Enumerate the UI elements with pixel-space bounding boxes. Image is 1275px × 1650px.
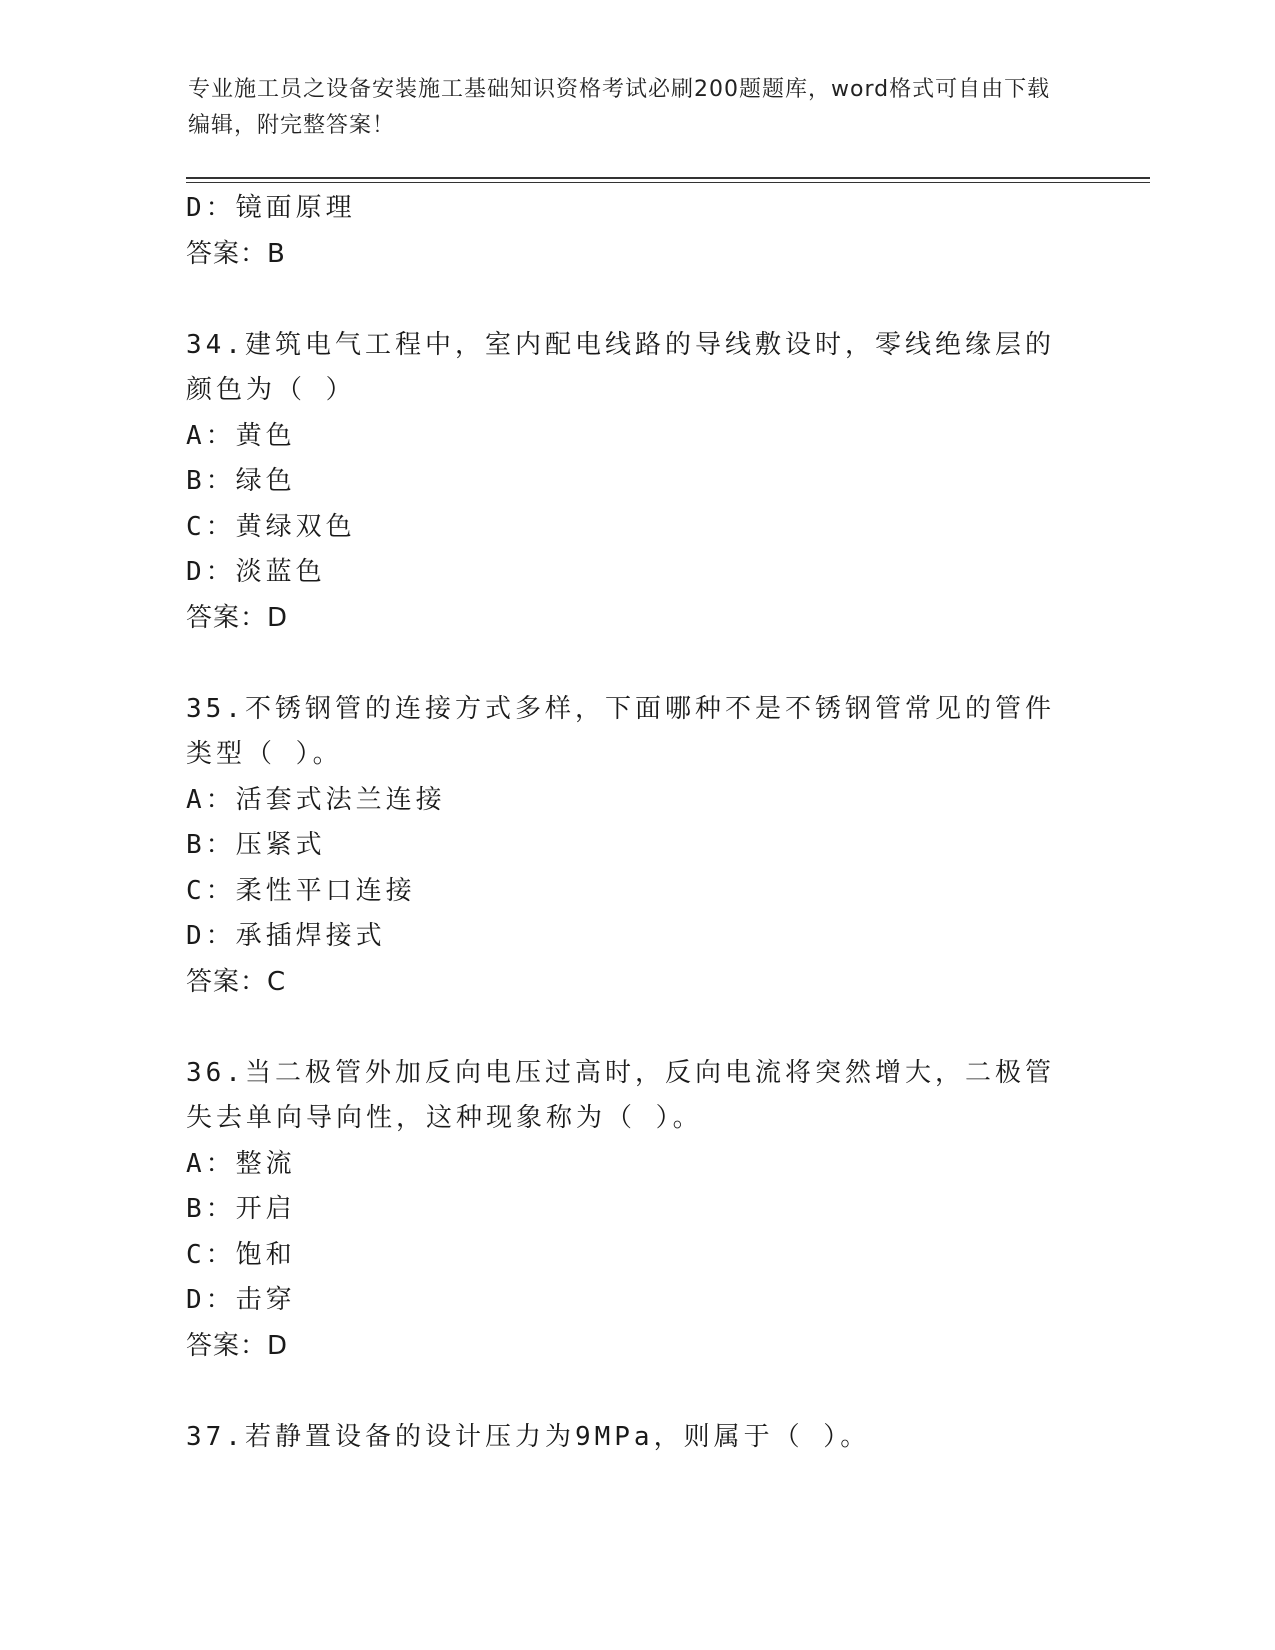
option-c: C：黄绿双色 [186, 511, 356, 542]
option-a: A：整流 [186, 1148, 296, 1179]
option-b: B：绿色 [186, 466, 296, 496]
option-c: C：饱和 [186, 1239, 296, 1270]
option-d: D：镜面原理 [186, 193, 356, 223]
question-block-35 [186, 687, 1086, 1006]
option-b: B：开启 [186, 1194, 296, 1224]
question-text: 35.不锈钢管的连接方式多样，下面哪种不是不锈钢管常见的管件类型（ ）。 [186, 693, 1055, 769]
document-body [186, 186, 1086, 1460]
header-rule-thick [186, 177, 1150, 179]
answer-line: 答案：D [186, 1330, 289, 1361]
question-block-36 [186, 1051, 1086, 1370]
answer-line: 答案：C [186, 966, 287, 997]
question-block-34 [186, 323, 1086, 642]
header-rule-thin [186, 182, 1150, 183]
answer-line: 答案：D [186, 602, 289, 633]
option-d: D：淡蓝色 [186, 557, 326, 587]
option-a: A：活套式法兰连接 [186, 784, 446, 815]
question-block-37 [186, 1415, 1086, 1461]
document-header: 专业施工员之设备安装施工基础知识资格考试必刷200题题库，word格式可自由下载编辑，附完整答案！ [188, 77, 1051, 138]
option-d: D：击穿 [186, 1285, 296, 1315]
option-c: C：柔性平口连接 [186, 875, 416, 906]
option-d: D：承插焊接式 [186, 921, 386, 951]
question-text: 36.当二极管外加反向电压过高时，反向电流将突然增大，二极管失去单向导向性，这种现象称为（ ）。 [186, 1057, 1055, 1133]
answer-line: 答案：B [186, 238, 286, 269]
option-a: A：黄色 [186, 420, 296, 451]
option-b: B：压紧式 [186, 830, 326, 860]
question-text: 34.建筑电气工程中，室内配电线路的导线敷设时，零线绝缘层的颜色为（ ） [186, 329, 1055, 405]
question-text: 37.若静置设备的设计压力为9MPa，则属于（ ）。 [186, 1421, 871, 1452]
